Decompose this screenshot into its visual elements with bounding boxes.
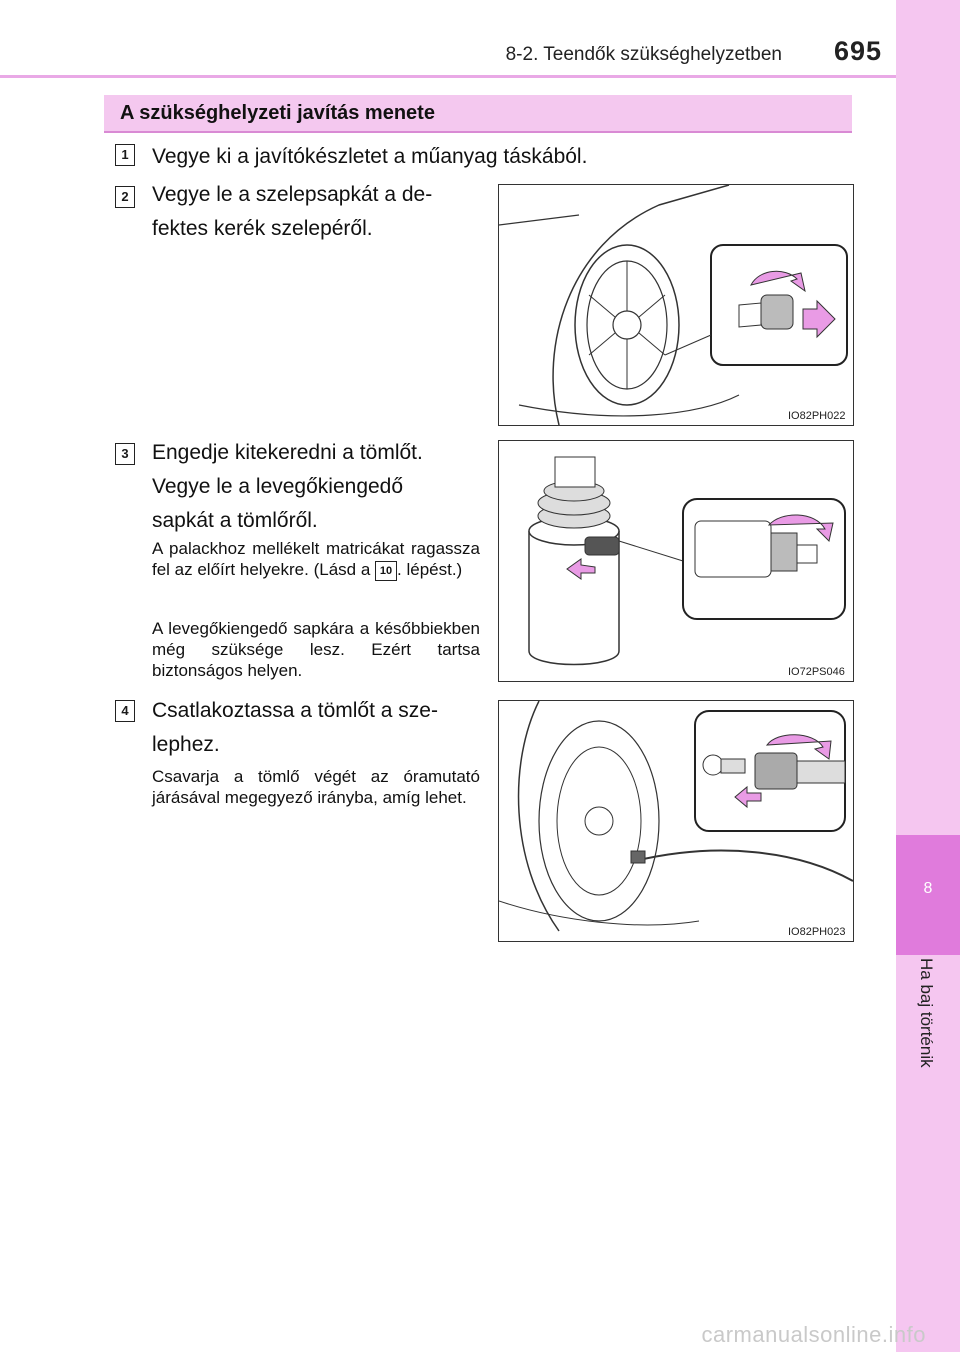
step-3-text-line3: sapkát a tömlőről. — [152, 509, 318, 532]
step-3-text-line1: Engedje kitekeredni a tömlőt. — [152, 441, 423, 464]
chapter-label: Ha baj történik — [917, 958, 936, 1068]
illustration-hose-connect — [498, 700, 854, 942]
step-2-text-line2: fektes kerék szelepéről. — [152, 217, 373, 240]
page-number: 695 — [833, 36, 882, 66]
tire-valve-cap-icon — [499, 185, 853, 425]
chapter-title: 8-2. Teendők szükséghelyzetben — [505, 44, 782, 65]
illustration-code: IO82PH022 — [788, 410, 846, 422]
note-text-end: . lépést.) — [397, 560, 463, 579]
step-3-note-1 — [152, 538, 480, 581]
sealant-bottle-icon — [499, 441, 853, 681]
step-3-badge: 3 — [115, 443, 135, 465]
illustration-valve-cap — [498, 184, 854, 426]
illustration-code: IO82PH023 — [788, 926, 846, 938]
step-3-note-2: A levegőkiengedő sapkára a későbbiekben még szüksége lesz. Ezért tartsa biztonságos helyen. — [152, 619, 480, 680]
side-tab — [896, 0, 960, 1352]
step-reference-badge: 10 — [375, 561, 397, 581]
watermark: carmanualsonline.info — [701, 1322, 926, 1347]
step-4-text-line1: Csatlakoztassa a tömlőt a sze- — [152, 699, 438, 722]
step-4-text-line2: lephez. — [152, 733, 220, 756]
step-3-text-line2: Vegye le a levegőkiengedő — [152, 475, 404, 498]
illustration-hose-cap — [498, 440, 854, 682]
note-text: A palackhoz mellékelt matricákat ragassza fel az előírt helyekre. (Lásd a — [152, 539, 480, 579]
hose-valve-connection-icon — [499, 701, 853, 941]
chapter-number: 8 — [923, 880, 933, 897]
step-1-text: Vegye ki a javítókészletet a műanyag táskából. — [152, 145, 588, 168]
step-1-badge: 1 — [115, 144, 135, 166]
illustration-code: IO72PS046 — [788, 666, 845, 678]
step-2-badge: 2 — [115, 186, 135, 208]
step-4-note: Csavarja a tömlő végét az óramutató járásával megegyező irányba, amíg lehet. — [152, 767, 480, 807]
step-2-text-line1: Vegye le a szelepsapkát a de- — [152, 183, 433, 206]
step-4-badge: 4 — [115, 700, 135, 722]
header-divider — [0, 75, 896, 78]
section-title: A szükséghelyzeti javítás menete — [120, 102, 435, 124]
